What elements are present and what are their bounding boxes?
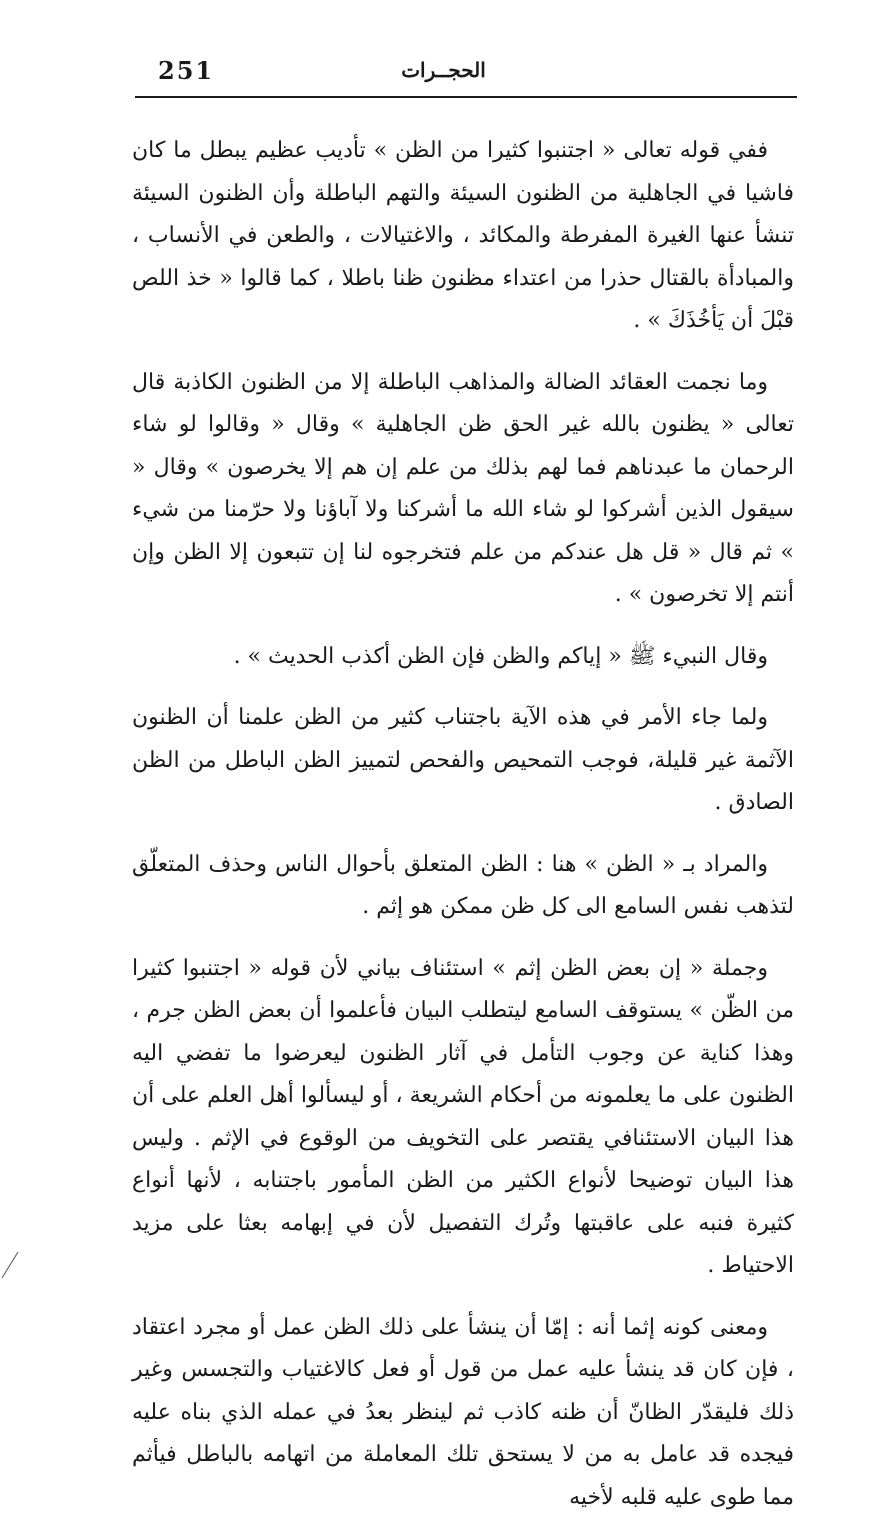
body-text (132, 130, 794, 1538)
paragraph: وما نجمت العقائد الضالة والمذاهب الباطلة إلا من الظنون الكاذبة قال تعالى « يظنون بالله غير الحق ظن الجاهلية » وقال « وقالوا لو شاء الرحمان ما عبدناهم فما لهم بذلك من علم إن هم إلا يخرصون » وقال « سيقول الذين أشركوا لو شاء الله ما أشركنا ولا آباؤنا ولا حرّمنا من شيء » ثم قال « قل هل عندكم من علم فتخرجوه لنا إن تتبعون إلا الظن وإن أنتم إلا تخرصون » . (132, 369, 795, 607)
paragraph: ولما جاء الأمر في هذه الآية باجتناب كثير من الظن علمنا أن الظنون الآثمة غير قليلة، فوجب التمحيص والفحص لتمييز الظن الباطل من الظن الصادق . (132, 705, 794, 815)
page-number: 251 (158, 56, 215, 85)
header-rule (135, 96, 797, 98)
paragraph: والمراد بـ « الظن » هنا : الظن المتعلق بأحوال الناس وحذف المتعلّق لتذهب نفس السامع الى كل ظن ممكن هو إثم . (132, 851, 794, 919)
paragraph: ومعنى كونه إثما أنه : إمّا أن ينشأ على ذلك الظن عمل أو مجرد اعتقاد ، فإن كان قد ينشأ عليه عمل من قول أو فعل كالاغتياب والتجسس وغير ذلك فليقدّر الظانّ أن ظنه كاذب ثم لينظر بعدُ في عمله الذي بناه عليه فيجده قد عامل به من لا يستحق تلك المعاملة من اتهامه بالباطل فيأثم مما طوى عليه قلبه لأخيه (132, 1314, 794, 1510)
scan-mark (0, 1250, 20, 1280)
paragraph: وقال النبيء ﷺ « إياكم والظن فإن الظن أكذب الحديث » . (233, 643, 768, 669)
running-title: الحجــرات (401, 58, 486, 82)
paragraph: ففي قوله تعالى « اجتنبوا كثيرا من الظن » تأديب عظيم يبطل ما كان فاشيا في الجاهلية من الظنون السيئة والتهم الباطلة وأن الظنون السيئة تنشأ عنها الغيرة المفرطة والمكائد ، والاغتيالات ، والطعن في الأنساب ، والمبادأة بالقتال حذرا من اعتداء مظنون ظنا باطلا ، كما قالوا « خذ اللص قبْلَ أن يَأخُذَكَ » . (132, 138, 794, 333)
paragraph: وجملة « إن بعض الظن إثم » استئناف بياني لأن قوله « اجتنبوا كثيرا من الظّن » يستوقف السامع ليتطلب البيان فأعلموا أن بعض الظن جرم ، وهذا كناية عن وجوب التأمل في آثار الظنون ليعرضوا ما تفضي اليه الظنون على ما يعلمونه من أحكام الشريعة ، أو ليسألوا أهل العلم على أن هذا البيان الاستئنافي يقتصر على التخويف من الوقوع في الإثم . وليس هذا البيان توضيحا لأنواع الكثير من الظن المأمور باجتنابه ، لأنها أنواع كثيرة فنبه على عاقبتها وتُرك التفصيل لأن في إبهامه بعثا على مزيد الاحتياط . (132, 955, 794, 1278)
